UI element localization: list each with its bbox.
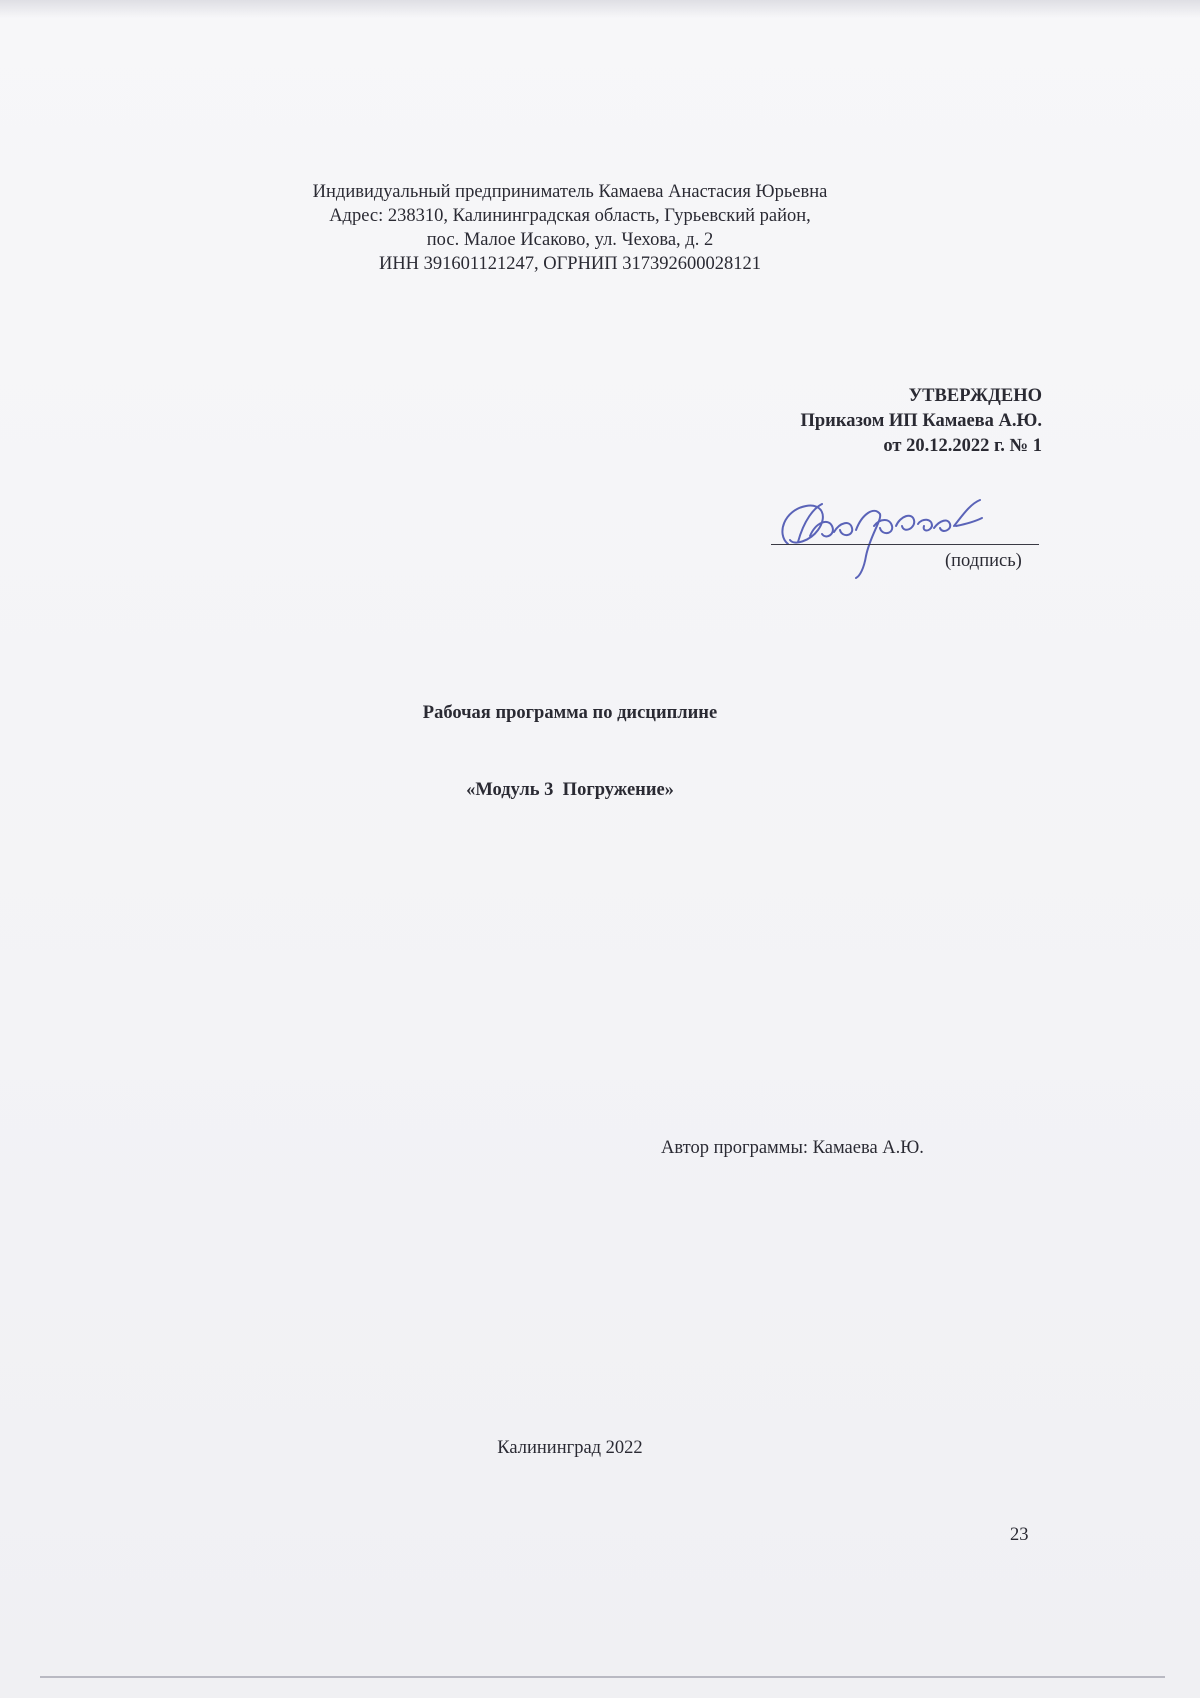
signature-caption: (подпись) (945, 551, 1022, 571)
issuer-address-line-2: пос. Малое Исаково, ул. Чехова, д. 2 (426, 230, 714, 250)
city-year: Калининград 2022 (497, 1438, 643, 1458)
page-number: 23 (1010, 1525, 1029, 1545)
approval-block (801, 384, 1043, 459)
signature-line (771, 544, 1039, 545)
handwritten-signature (770, 496, 1040, 586)
issuer-tax-ids-line: ИНН 391601121247, ОГРНИП 317392600028121 (378, 254, 762, 274)
document-module-name: «Модуль 3 Погружение» (466, 780, 674, 800)
page-bottom-rule (40, 1676, 1165, 1678)
issuer-header (200, 180, 940, 276)
approval-date: от 20.12.2022 г. № 1 (883, 436, 1042, 456)
approval-order: Приказом ИП Камаева А.Ю. (800, 411, 1042, 431)
issuer-address-line: Адрес: 238310, Калининградская область, Гурьевский район, (329, 206, 811, 226)
approval-title: УТВЕРЖДЕНО (908, 386, 1042, 406)
scan-top-shadow (0, 0, 1200, 18)
program-author: Автор программы: Камаева А.Ю. (661, 1138, 924, 1158)
issuer-name-line: Индивидуальный предприниматель Камаева Анастасия Юрьевна (312, 182, 828, 202)
document-title: Рабочая программа по дисциплине (422, 703, 718, 723)
